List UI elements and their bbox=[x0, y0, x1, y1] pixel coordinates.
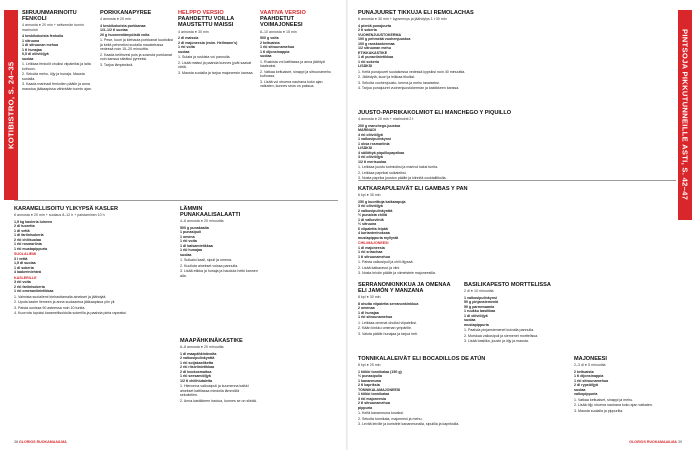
ingredient: 4 rkl oliiviöljyä bbox=[358, 132, 383, 137]
ingredient: 4 pientä punajuurta bbox=[358, 23, 392, 28]
ingredient: 2 dl rypsiöljyä bbox=[574, 383, 598, 388]
recipe-serrano bbox=[358, 282, 458, 354]
recipe-title: PORKKANAPYREE bbox=[100, 10, 152, 16]
recipe-step: 3. Kaada marinadi fenkolien päälle ja anna maustua jääkaapissa vähintään tunnin ajan. bbox=[22, 82, 92, 91]
recipe-step: 2. Vatkaa keltuaiset, sinappi ja sitruunamehu kulhossa. bbox=[260, 69, 332, 79]
ingredient: 2 tl sokeria bbox=[358, 28, 377, 33]
recipe-body bbox=[14, 206, 174, 316]
ingredient: 3 rkl oliiviöljyä bbox=[358, 204, 383, 209]
ingredient: 1 omena bbox=[180, 234, 195, 239]
ingredient: 2 rkl chilisuolaa bbox=[14, 237, 41, 242]
ingredient: 1 rkl sitruunamehua bbox=[358, 315, 393, 320]
ingredient: ½ punaista chiliä bbox=[358, 213, 387, 218]
recipe-red-cabbage bbox=[180, 206, 258, 336]
recipe-step: 1. Leikkaa omenat ohuiksi viipaleiksi. bbox=[358, 320, 417, 325]
recipe-body bbox=[100, 10, 174, 67]
ingredient: 1 sitruuna bbox=[22, 38, 40, 43]
recipe-meta: 2 dl ● 10 minuuttia bbox=[464, 289, 494, 294]
recipe-kasler bbox=[14, 206, 174, 438]
recipe-step: 2. Kaada keitinvesi pois ja soseuta porkkanat voin kanssa sileäksi pyreeksi. bbox=[100, 52, 172, 62]
recipe-body bbox=[260, 10, 338, 89]
recipe-step: 1. Valmista suolaliemi kiehauttamalla ainekset ja jäähdytä. bbox=[14, 294, 107, 299]
ingredient: 1 tölkki tonnikalaa bbox=[358, 392, 390, 397]
ingredient: 1 tl sitruunamehua bbox=[358, 254, 390, 259]
recipe-title: PAAHDETTU VOILLA MAUSTETTU MAISSI bbox=[178, 16, 234, 29]
ingredient: 1 punasipuli bbox=[180, 230, 201, 235]
ingredient: 1,5 dl suolaa bbox=[14, 261, 36, 266]
magazine-name: GLORIOS RUOKAMAAILMA bbox=[19, 440, 67, 444]
recipe-step: 3. Mausta suolalla ja pippurilla. bbox=[574, 408, 624, 413]
ingredient: 1 dl hunajaa bbox=[358, 310, 379, 315]
recipe-lead: VAATIVA VERSIO bbox=[260, 10, 306, 16]
recipe-title: MAAPÄHKINÄKASTIKE bbox=[180, 338, 243, 344]
recipe-title: MAJONEESI bbox=[574, 356, 607, 362]
ingredient: 2 valkosipulinkynttä bbox=[180, 356, 215, 361]
page-number: 38 bbox=[14, 440, 18, 444]
ingredient: 4 laakerinlehteä bbox=[14, 270, 41, 275]
recipe-step: 1. Vatkaa keltuaiset, sinappi ja mehu. bbox=[574, 397, 634, 402]
recipe-title: SIIRUUNMARINOITU FENKOLI bbox=[22, 10, 77, 23]
recipe-step: 2. Anna kastikkeen hautua, kunnes se on sileää. bbox=[180, 398, 257, 403]
recipe-title: KARAMELLISOITU YLIKYPSÄ KASLER bbox=[14, 206, 119, 212]
ingredient: 1 rkl sitruunamehua bbox=[574, 378, 609, 383]
ingredient: 1 dl balsamietikkaa bbox=[180, 243, 213, 248]
recipe-meta: 2–3 dl ● 5 minuuttia bbox=[574, 363, 606, 368]
ingredient: 1 kananmuna bbox=[358, 378, 381, 383]
recipe-step: 1. Hienonna valkosipuli ja kuumenna kaikki ainekset kattilassa miedolla lämmöllä sekoitellen. bbox=[180, 384, 249, 398]
recipe-meta: 6 annosta ● 20 min + suolaus 8–12 h + paistaminen 10 h bbox=[14, 213, 105, 218]
recipe-body bbox=[464, 282, 674, 344]
ingredient: 100 g ranskankermaa bbox=[358, 41, 395, 46]
ingredient: VUOHENJUUSTOKERMA bbox=[358, 32, 402, 37]
ingredient: 1 rkl mustapippuria bbox=[14, 246, 48, 251]
ingredient: 1 rkl hunajaa bbox=[180, 248, 202, 253]
ingredient: 2 valkosipulinkynttä bbox=[358, 208, 393, 213]
ingredient: 1 dl maapähkinävoita bbox=[180, 351, 217, 356]
recipe-carrot-puree bbox=[100, 10, 174, 195]
recipe-meta: 4 annosta ● 20 min bbox=[100, 17, 131, 22]
ingredient: pippuria bbox=[358, 405, 373, 410]
ingredient: 2 dl majoneesia (esim. Hellmann's) bbox=[178, 40, 238, 45]
recipe-step: 3. Paista uunissa 90 asteessa noin 10 tuntia. bbox=[14, 305, 86, 310]
recipe-body bbox=[180, 338, 258, 403]
recipe-step: 2. Kuullota ainekset voissa pannulla. bbox=[180, 263, 239, 268]
ingredient: 2 omenaa bbox=[358, 306, 375, 311]
recipe-step: 3. Tarjoa lämpimänä. bbox=[100, 62, 134, 67]
recipe-step: 1. Keitä kananmuna kovaksi. bbox=[358, 411, 404, 416]
recipe-body bbox=[180, 206, 258, 278]
page-number: 39 bbox=[678, 440, 682, 444]
recipe-body bbox=[358, 356, 568, 427]
recipe-meta: 6–8 annosta ● 20 minuuttia bbox=[180, 345, 224, 350]
recipe-title: PUNAJUURET TIKKUJA ELI REMOLACHAS bbox=[358, 10, 474, 16]
ingredient: 3 l vettä bbox=[14, 256, 28, 261]
ingredient: 1/2 tl merisuolaa bbox=[358, 159, 387, 164]
recipe-title: SERRANONKINKKUA JA OMENAA ELI JAMÓN Y MANZANA bbox=[358, 282, 451, 295]
recipe-body bbox=[574, 356, 674, 413]
recipe-step: 1. Sulata ja ruskista voi pannulla. bbox=[178, 55, 231, 60]
right-page bbox=[348, 0, 696, 450]
ingredient: 50 g parmesaania bbox=[464, 304, 495, 309]
recipe-corn-easy bbox=[178, 10, 256, 195]
ingredient: 1 tl dijonsinappia bbox=[260, 49, 290, 54]
ingredient: 3 rkl voita bbox=[14, 280, 31, 285]
ingredient: 250 g kuorittuja katkarapuja bbox=[358, 199, 406, 204]
ingredient: 1 tölkki tonnikalaa (150 g) bbox=[358, 369, 402, 374]
ingredient: 1 rkl sokeria bbox=[358, 59, 379, 64]
page-footer-left bbox=[14, 440, 67, 444]
recipe-step: 2. Kääri kinkku omenan ympärille. bbox=[358, 326, 412, 331]
recipe-step: 3. Lisää etikka ja hunaja ja hauduta hetki kannen alla. bbox=[180, 269, 258, 278]
ingredient: 1 oksa rosmariinia bbox=[358, 141, 390, 146]
ingredient: 2 keltuaista bbox=[574, 369, 594, 374]
recipe-body bbox=[22, 10, 96, 91]
recipe-fennel bbox=[22, 10, 96, 195]
ingredient: suolaa bbox=[178, 49, 190, 54]
recipe-title: JUUSTO-PAPRIKAKOLMIOT ELI MANCHEGO Y PIQUILLO bbox=[358, 110, 512, 116]
ingredient: 2 tl sitruunamehua bbox=[358, 401, 390, 406]
ingredient: 1 dl vettä bbox=[14, 228, 30, 233]
recipe-lead: HELPPO VERSIO bbox=[178, 10, 224, 16]
ingredient: ½ sitruuna bbox=[358, 222, 377, 227]
recipe-step: 2. Jäähdytä, kuori ja leikkaa tikuiksi. bbox=[358, 75, 416, 80]
ingredient: 4 keskikokoista porkkanaa bbox=[100, 23, 146, 28]
ingredient: LISÄKSI bbox=[358, 146, 373, 151]
recipe-step: 2. Sekoita mehu, öljy ja hunaja. Mausta suolalla. bbox=[22, 72, 85, 81]
ingredient: ETIKKAKASTIKE bbox=[358, 50, 388, 55]
ingredient: 1 rkl seesamiöljyä bbox=[180, 374, 211, 379]
recipe-step: 1. Leikkaa fenkolit ohuiksi viipaleiksi ja laita kulhoon. bbox=[22, 62, 91, 71]
recipe-body bbox=[358, 282, 458, 336]
ingredient: 2 dl tuoretta bbox=[14, 224, 35, 229]
recipe-step: 1. Keitä punajuuret suolaisessa vedessä kypsiksi noin 40 minuuttia. bbox=[358, 69, 466, 74]
ingredient: 1 dl sitruunan mehua bbox=[22, 43, 59, 48]
ingredient: 2 rkl riisiviinietikkaa bbox=[180, 365, 215, 370]
recipe-meta: 4 annosta ● 30 min bbox=[178, 29, 209, 34]
ingredient: 1 valkosipulinkynsi bbox=[464, 295, 497, 300]
recipe-step: 3. Nosta leivän päälle ja viimeistele majoneesilla. bbox=[358, 271, 436, 276]
recipe-step: 2. Upota kasler liemeen ja anna suolaantua jääkaapissa yön yli. bbox=[14, 300, 116, 305]
recipe-step: 4. Kuorruta lopuksi karamellisoidulla sokerilla ja paahda pinta rapeaksi. bbox=[14, 311, 127, 316]
recipe-step: 1. Leikkaa juusto kolmioiksi ja marinoi kaksi tuntia. bbox=[358, 165, 439, 170]
ingredient: 2 dl kookosmaitoa bbox=[180, 369, 212, 374]
recipe-peanut-sauce bbox=[180, 338, 258, 436]
ingredient: suolaa bbox=[180, 252, 192, 257]
recipe-step: 4. Tarjoa punajuuret vuohenjuustokerman ja kastikkeen kanssa. bbox=[358, 86, 460, 91]
ingredient: 1 ruukku basilikaa bbox=[464, 309, 496, 314]
recipe-body bbox=[358, 10, 674, 91]
section-divider-left bbox=[14, 200, 338, 201]
recipe-step: 1. Ruskista voi kattilassa ja anna jäähtyä haaleaksi. bbox=[260, 59, 325, 69]
ingredient: suolaa bbox=[574, 387, 586, 392]
recipe-body bbox=[358, 110, 674, 181]
ingredient: 20 g huoneenlämpöistä voita bbox=[100, 32, 150, 37]
recipe-step: 3. Mausta suolalla ja tarjoa majoneesin kanssa. bbox=[178, 70, 254, 75]
recipe-meta: 6 kpl ● 35 min bbox=[358, 193, 381, 198]
ingredient: 1 rkl rosmariinia bbox=[14, 242, 42, 247]
recipe-mayonnaise bbox=[574, 356, 674, 438]
ingredient: 8 ohutta viipaletta serranonkinkkua bbox=[358, 301, 419, 306]
recipe-step: 1. Paahda pinjansiemenet kuivalla pannulla. bbox=[464, 328, 535, 333]
recipe-step: 2. Lisää maissi ja paahda kunnes jyvät saavat väriä. bbox=[178, 60, 252, 70]
recipe-step: 2. Murskaa valkosipuli ja siemenet morttelissa. bbox=[464, 333, 539, 338]
recipe-step: 1. Suikaloi kaali, sipuli ja omena. bbox=[180, 258, 232, 263]
recipe-meta: 4 annosta ● 20 min + seitsemän tunnin marinointi bbox=[22, 23, 85, 32]
ingredient: 1/3–1/2 tl suolaa bbox=[100, 28, 128, 33]
ingredient: 50 g pinjansiemeniä bbox=[464, 300, 499, 305]
recipe-step: 2. Sekoita tonnikala, majoneesi ja mehu. bbox=[358, 416, 423, 421]
ingredient: mustapippuria bbox=[464, 322, 489, 327]
ingredient: 1 dl valkoviiniä bbox=[358, 217, 384, 222]
recipe-step: 3. Levitä leiville ja koristele kananmunalla, sipulilla ja kapriksilla. bbox=[358, 422, 460, 427]
recipe-meta: 4–6 annosta ● 20 minuuttia bbox=[180, 219, 224, 224]
recipe-meta: 8 kpl ● 30 min bbox=[358, 295, 381, 300]
ingredient: 1 rkl voita bbox=[180, 239, 197, 244]
ingredient: 1 tl hunajaa bbox=[22, 47, 42, 52]
ingredient: valkopippuria bbox=[574, 392, 598, 397]
ingredient: 500 g voita bbox=[260, 36, 279, 41]
ingredient: 2 rkl fariinisokeria bbox=[14, 284, 45, 289]
recipe-title: PAAHDETUT VOIMAJONEESI bbox=[260, 16, 303, 29]
ingredient: 1 rkl sitruunamehua bbox=[260, 45, 295, 50]
ingredient: 1 dl punaviinietikkaa bbox=[358, 55, 394, 60]
ingredient: mustapippuria myllystä bbox=[358, 235, 399, 240]
recipe-meta: 8 kpl ● 25 min bbox=[358, 363, 381, 368]
recipe-step: 2. Leikkaa paprikat suikaleiksi. bbox=[358, 170, 407, 175]
recipe-meta: 4 annosta ● 20 min + marinointi 2 t bbox=[358, 117, 414, 122]
ingredient: 1 rkl srirachaa bbox=[358, 250, 383, 255]
ingredient: 1 tl dijonsinappia bbox=[574, 374, 604, 379]
recipe-step: 2. Lisää öljy ohuena nauhana koko ajan vatkaten. bbox=[574, 403, 653, 408]
recipe-step: 3. Lisää basilika, juusto ja öljy ja mausta. bbox=[464, 339, 529, 344]
recipe-step: 3. Nosta paprika juuston päälle ja kiinnitä cocktailtikulla. bbox=[358, 176, 447, 181]
ingredient: 2 keltuaista bbox=[260, 40, 280, 45]
ingredient: 1 rkl omenaviinietikkaa bbox=[14, 289, 54, 294]
ingredient: 1 dl majoneesia bbox=[358, 245, 385, 250]
ingredient: LISÄKSI bbox=[358, 64, 373, 69]
ingredient: 2 tl kapriksia bbox=[358, 383, 380, 388]
ingredient: suolaa bbox=[22, 56, 34, 61]
ingredient: 3 rkl majoneesia bbox=[358, 396, 386, 401]
recipe-step: 1. Paista valkosipuli ja chili öljyssä. bbox=[358, 260, 414, 265]
ingredient: 4 keskikokoista fenkolia bbox=[22, 34, 64, 39]
recipe-meta: 8–10 annosta ● 15 min bbox=[260, 29, 297, 34]
ingredient: 2 dl maissia bbox=[178, 36, 199, 41]
ingredient: 1 dl oliiviöljyä bbox=[464, 313, 488, 318]
ingredient: 1/2 tl chilihiutaleita bbox=[180, 378, 213, 383]
recipe-title: KATKARAPULEIVÄT ELI GAMBAS Y PAN bbox=[358, 186, 468, 192]
page-footer-right bbox=[629, 440, 682, 444]
magazine-name: GLORIOS RUOKAMAAILMA bbox=[629, 440, 677, 444]
section-label: CHILIMAJONEESI bbox=[358, 241, 389, 246]
side-band-left: KOTIBISTRO, S. 24–35 bbox=[4, 10, 18, 200]
side-band-right: PINTSOJA PIKKUTUNNEILLE ASTI, S. 42–47 bbox=[678, 10, 692, 220]
recipe-pesto bbox=[464, 282, 674, 354]
section-label: SUOLALIEMI bbox=[14, 252, 37, 257]
recipe-shrimp-bread bbox=[358, 186, 674, 278]
recipe-manchego bbox=[358, 110, 674, 181]
ingredient: 1,5 kg kasleria luineen bbox=[14, 219, 53, 224]
recipe-title: BASILIKAPESTO MORTTELISSA bbox=[464, 282, 551, 288]
recipe-step: 3. Lisää voi ohuena nauhana koko ajan vatkaten, kunnes seos on paksua. bbox=[260, 79, 323, 89]
ingredient: 6 viipaletta leipää bbox=[358, 226, 388, 231]
ingredient: 3 rkl oliiviöljyä bbox=[358, 155, 383, 160]
recipe-step: 3. Sekoita vuohenjuusto, kerma ja mehu tasaiseksi. bbox=[358, 80, 440, 85]
recipe-beet-sticks bbox=[358, 10, 674, 106]
ingredient: 0,5 dl oliiviöljyä bbox=[22, 52, 49, 57]
recipe-body bbox=[358, 186, 674, 276]
ingredient: 4 säilöttyä piquillopaprikaa bbox=[358, 150, 405, 155]
recipe-title: TONNIKALALEIVÄT ELI BOCADILLOS DE ATÚN bbox=[358, 356, 486, 362]
recipe-step: 3. Valuta päälle hunajaa ja tarjoa heti. bbox=[358, 331, 418, 336]
ingredient: 1 dl fariinisokeria bbox=[14, 233, 44, 238]
ingredient: 500 g punakaalia bbox=[180, 225, 209, 230]
ingredient: 1/2 sitruunan mehu bbox=[358, 46, 391, 51]
recipe-meta: 6 annosta ● 30 min + kypsennys ja jäähdytys 1 t 30 min bbox=[358, 17, 447, 22]
recipe-corn-hard bbox=[260, 10, 338, 195]
ingredient: 1 valkosipulinkynsi bbox=[358, 137, 391, 142]
ingredient: 1 rkl voita bbox=[178, 45, 195, 50]
section-label: KASLERILLE bbox=[14, 275, 37, 280]
ingredient: ½ punasipulia bbox=[358, 374, 382, 379]
ingredient: 1 dl sokeria bbox=[14, 265, 34, 270]
ingredient: suolaa bbox=[464, 318, 476, 323]
ingredient: TONNIKALAMAJONEESI bbox=[358, 387, 401, 392]
recipe-tuna-bread bbox=[358, 356, 568, 438]
ingredient: MARINADI bbox=[358, 128, 376, 133]
ingredient: 100 g pehmeää vuohenjuustoa bbox=[358, 37, 411, 42]
ingredient: suolaa bbox=[260, 54, 272, 59]
ingredient: 200 g manchego-juustoa bbox=[358, 123, 401, 128]
recipe-step: 2. Lisää katkaravut ja viini. bbox=[358, 265, 401, 270]
recipe-step: 1. Pese, kuori ja kiehauta porkkanat kuutioiksi ja keitä pehmeiksi suolalla maustetussa vedessä noin 15–20 minuuttia. bbox=[100, 38, 173, 52]
recipe-body bbox=[178, 10, 256, 75]
ingredient: 1 rkl soijakastiketta bbox=[180, 360, 214, 365]
recipe-title: LÄMMIN PUNAKAALISALAATTI bbox=[180, 206, 241, 219]
ingredient: 4 korianterinoksaa bbox=[358, 231, 390, 236]
